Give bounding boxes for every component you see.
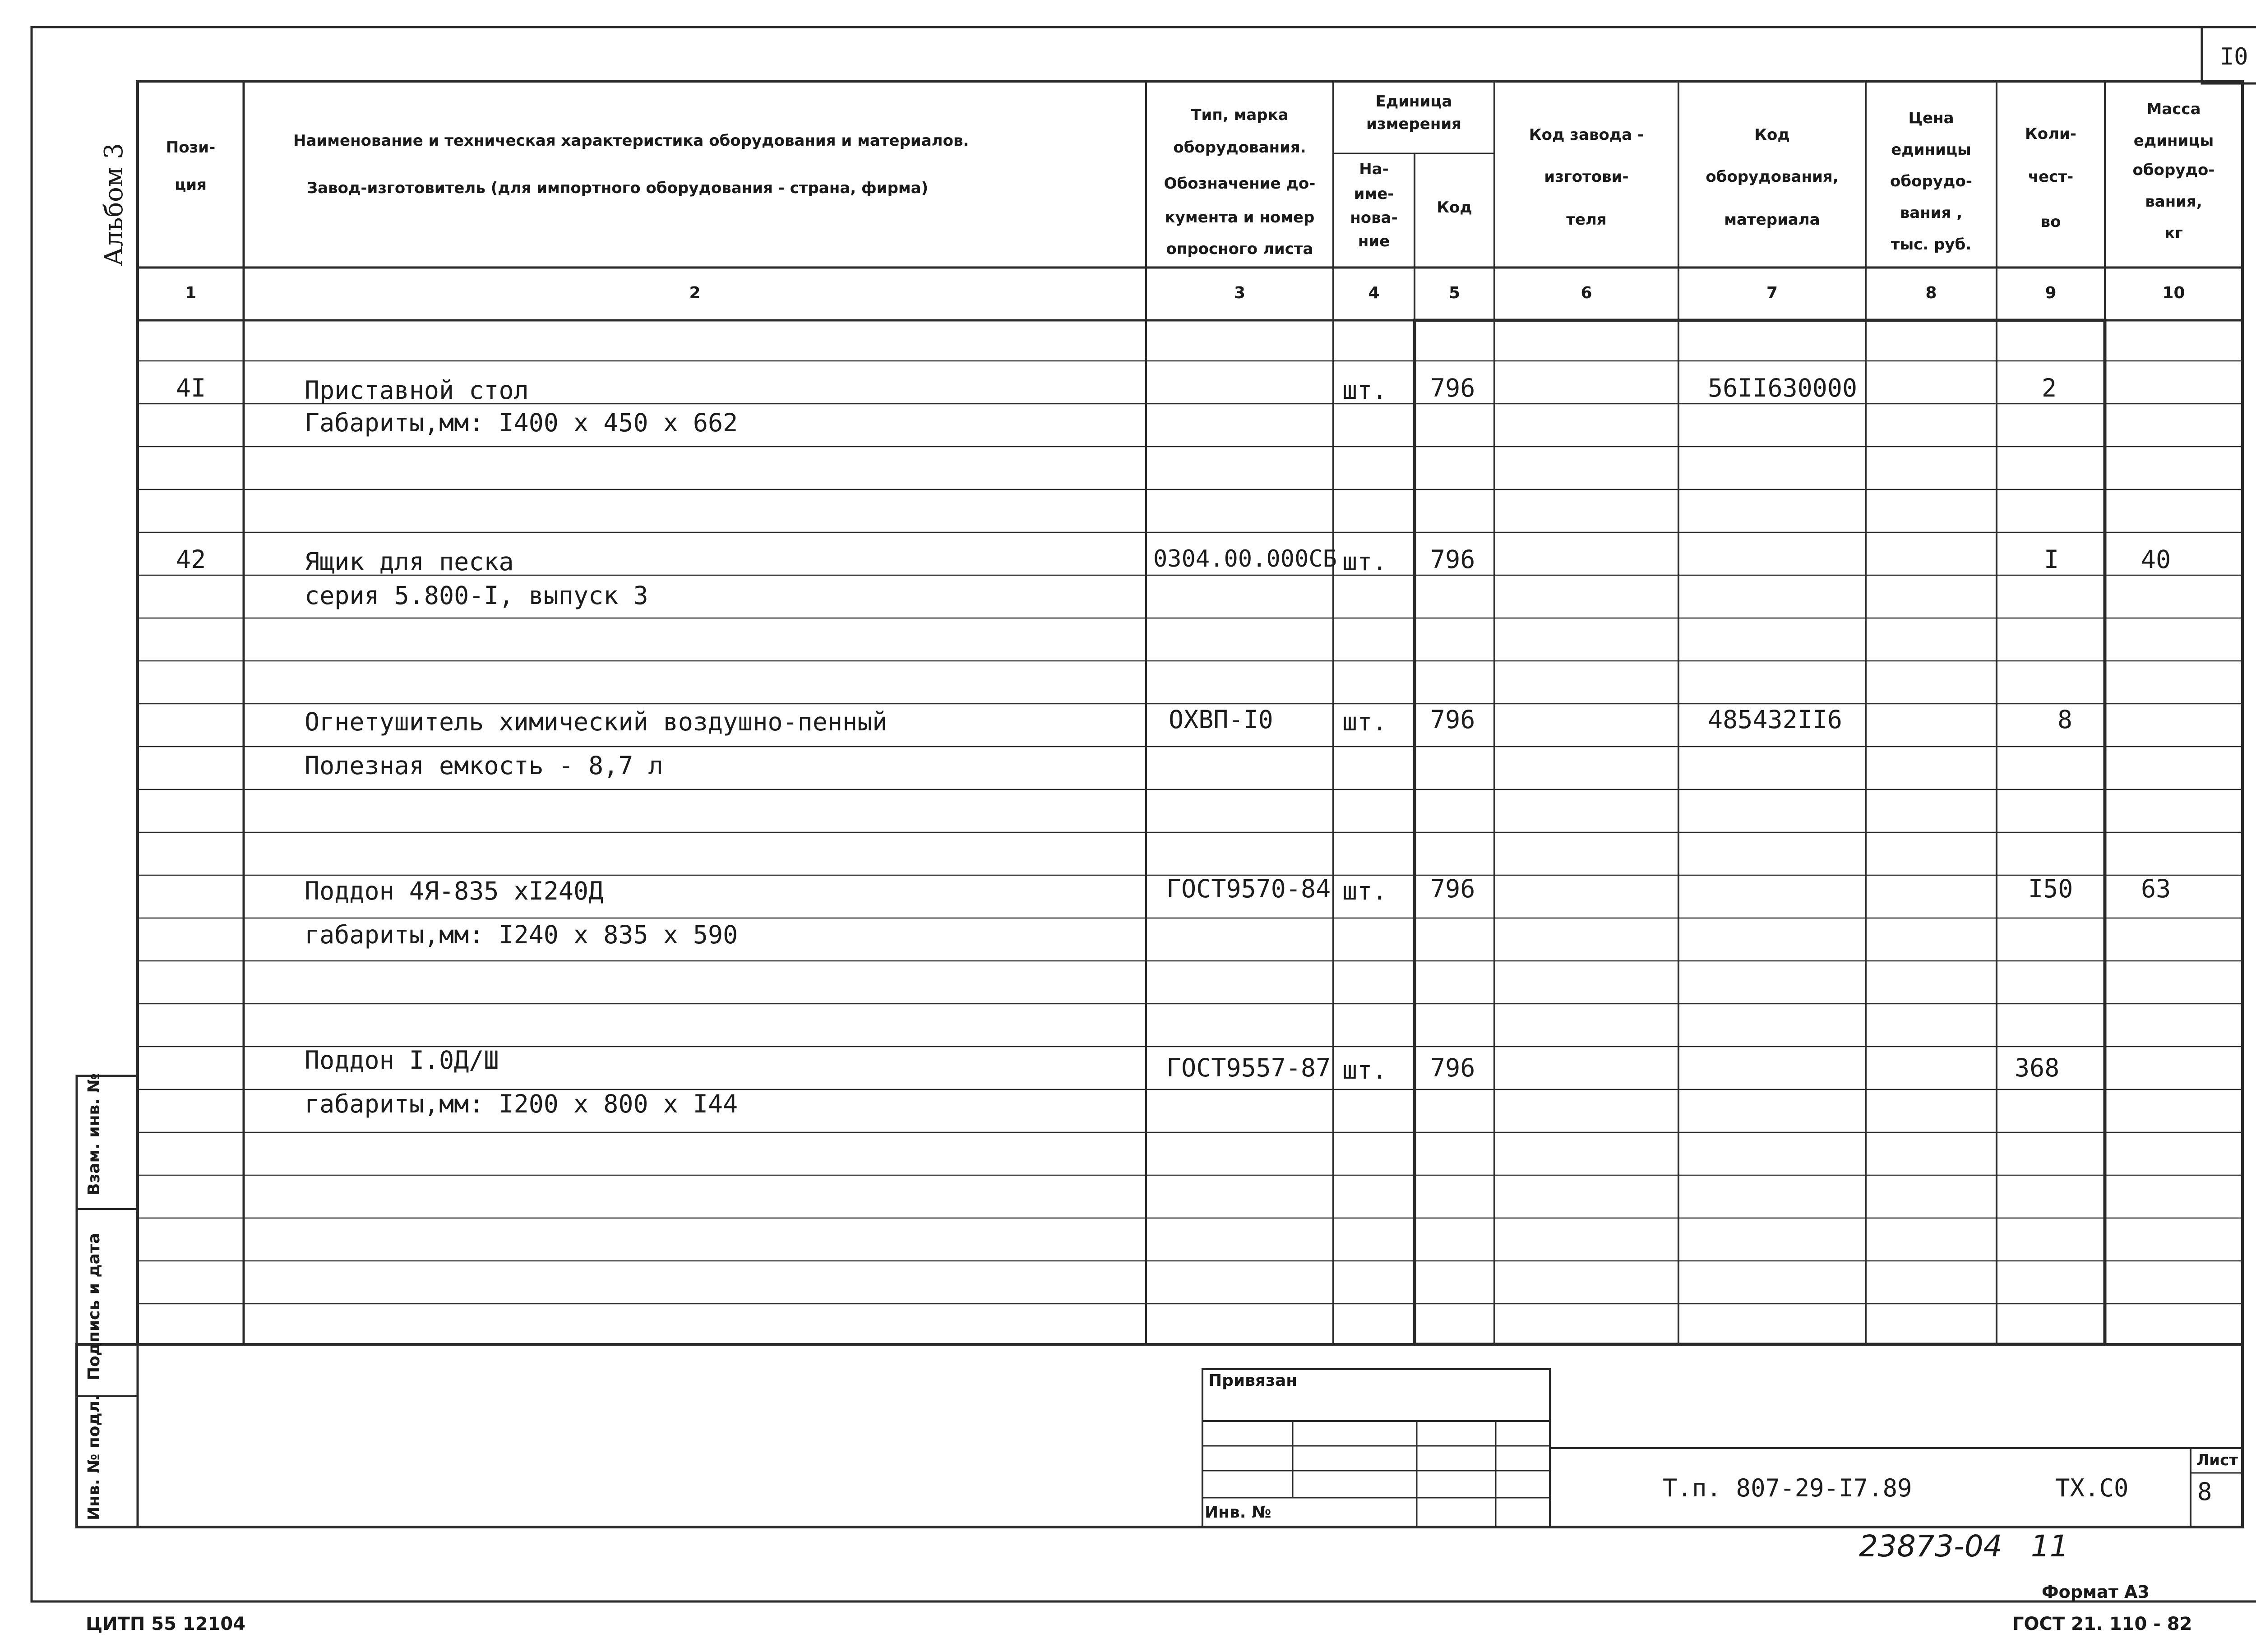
col7-header-line3: материала (1724, 211, 1820, 229)
col4-header-line1: На- (1359, 160, 1389, 178)
col6-header-line2: изготови- (1544, 168, 1629, 186)
col2-header-line2: Завод-изготовитель (для импортного оборудования - страна, фирма) (307, 179, 929, 197)
document-mark: ТХ.С0 (2055, 1474, 2129, 1502)
item-unit: шт. (1342, 877, 1387, 905)
item-pos: 4I (176, 374, 206, 402)
col8-header-line2: единицы (1891, 141, 1971, 159)
col5-header: Код (1437, 198, 1472, 217)
col2-header-line1: Наименование и техническая характеристика оборудования и материалов. (293, 132, 969, 150)
item-mass: 40 (2141, 545, 2171, 574)
bottom-right-gost: ГОСТ 21. 110 - 82 (2012, 1614, 2192, 1634)
item-equip-code: 485432II6 (1708, 705, 1843, 734)
col7-header-line1: Код (1754, 126, 1790, 144)
col10-header-line2: единицы (2133, 132, 2214, 150)
item-unit: шт. (1342, 547, 1387, 576)
item-type: ГОСТ9570-84 (1166, 874, 1331, 903)
col9-header-line2: чест- (2028, 168, 2074, 186)
privyazan-label: Привязан (1208, 1371, 1298, 1390)
item-name-line2: Полезная емкость - 8,7 л (305, 751, 663, 780)
col9-header-line1: Коли- (2025, 125, 2076, 143)
item-unit: шт. (1342, 707, 1387, 736)
item-pos: 42 (176, 545, 206, 574)
col-num-4: 4 (1368, 284, 1380, 302)
item-name: Огнетушитель химический воздушно-пенный (305, 707, 888, 736)
col6-header-line1: Код завода - (1529, 126, 1644, 144)
col4-header-line4: ние (1358, 232, 1390, 250)
item-equip-code: 56II630000 (1708, 374, 1858, 402)
col3-header-line5: опросного листа (1166, 240, 1313, 258)
col10-header-line5: кг (2164, 224, 2183, 242)
col8-header-line4: вания , (1900, 204, 1963, 222)
bottom-left-code: ЦИТП 55 12104 (86, 1614, 246, 1634)
item-unit: шт. (1342, 376, 1387, 405)
item-name: Поддон 4Я-835 xI240Д (305, 877, 604, 905)
col-num-2: 2 (689, 284, 701, 302)
col-num-1: 1 (185, 284, 197, 302)
item-name-line2: габариты,мм: I240 x 835 x 590 (305, 920, 738, 949)
sheet-number-top: I0 (2220, 43, 2248, 70)
col10-header-line4: вания, (2145, 193, 2202, 211)
col8-header-line5: тыс. руб. (1891, 235, 1972, 254)
album-label-text: Альбом 3 (99, 143, 129, 266)
stamp-podpis-data-text: Подпись и дата (85, 1233, 103, 1380)
stamp-vzam-inv (85, 1073, 103, 1195)
col3-header-line1: Тип, марка (1191, 106, 1289, 124)
col10-header-line3: оборудо- (2132, 161, 2215, 179)
item-type: 0304.00.000СБ (1153, 545, 1337, 572)
stamp-vzam-inv-text: Взам. инв. № (85, 1073, 103, 1195)
item-code: 796 (1430, 1053, 1475, 1082)
item-type: ОХВП-I0 (1169, 705, 1273, 734)
col10-header-line1: Масса (2146, 100, 2201, 118)
stamp-podpis-data (85, 1233, 103, 1380)
col-num-3: 3 (1234, 284, 1246, 302)
col1-header-line1: Пози- (166, 138, 216, 157)
item-code: 796 (1430, 545, 1475, 574)
item-name-line2: габариты,мм: I200 x 800 x I44 (305, 1089, 738, 1118)
col3-header-line2: оборудования. (1173, 138, 1306, 157)
unit-group-header-line1: Единица (1375, 92, 1452, 111)
inv-no-label: Инв. № (1205, 1503, 1271, 1522)
item-name: Ящик для песка (305, 547, 514, 576)
list-label: Лист (2196, 1451, 2238, 1469)
col-num-9: 9 (2045, 284, 2057, 302)
handwritten-number: 23873-04 11 (1859, 1529, 2069, 1564)
item-code: 796 (1430, 374, 1475, 402)
list-number: 8 (2197, 1477, 2212, 1506)
item-name: Приставной стол (305, 376, 529, 405)
col-num-5: 5 (1448, 284, 1461, 302)
col8-header-line1: Цена (1908, 109, 1954, 127)
item-mass: 63 (2141, 874, 2171, 903)
item-qty: I50 (2028, 874, 2073, 903)
format-label: Формат A3 (2042, 1582, 2150, 1602)
col4-header-line2: име- (1354, 185, 1394, 203)
stamp-inv-podl-text: Инв. № подл. (85, 1394, 103, 1520)
item-unit: шт. (1342, 1056, 1387, 1084)
col-num-8: 8 (1925, 284, 1937, 302)
col-num-7: 7 (1766, 284, 1778, 302)
col3-header-line3: Обозначение до- (1164, 175, 1316, 193)
item-code: 796 (1430, 874, 1475, 903)
unit-group-header-line2: измерения (1366, 115, 1461, 133)
item-code: 796 (1430, 705, 1475, 734)
album-label (99, 143, 129, 266)
item-name: Поддон I.0Д/Ш (305, 1046, 499, 1075)
col6-header-line3: теля (1566, 211, 1607, 229)
col-num-6: 6 (1581, 284, 1592, 302)
col7-header-line2: оборудования, (1706, 168, 1839, 186)
item-qty: 8 (2057, 705, 2073, 734)
col1-header-line2: ция (175, 176, 207, 194)
document-designation: Т.п. 807-29-I7.89 (1663, 1474, 1912, 1502)
col3-header-line4: кумента и номер (1165, 208, 1315, 226)
col4-header-line3: нова- (1350, 209, 1398, 227)
item-name-line2: Габариты,мм: I400 x 450 x 662 (305, 408, 738, 437)
stamp-inv-podl (85, 1394, 103, 1520)
col8-header-line3: оборудо- (1890, 172, 1972, 190)
item-qty: 2 (2042, 374, 2057, 402)
item-qty: I (2044, 545, 2059, 574)
item-name-line2: серия 5.800-I, выпуск 3 (305, 581, 648, 610)
item-qty: 368 (2015, 1053, 2060, 1082)
col9-header-line3: во (2040, 213, 2061, 231)
col-num-10: 10 (2162, 284, 2185, 302)
item-type: ГОСТ9557-87 (1166, 1053, 1331, 1082)
